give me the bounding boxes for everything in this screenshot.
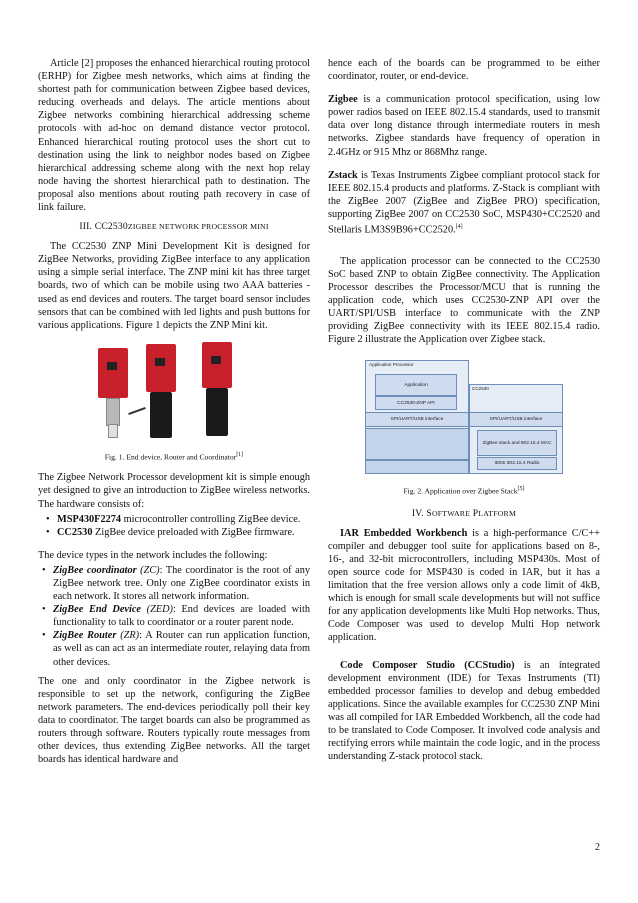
app-processor-label: Application Processor <box>369 362 414 368</box>
paragraph-iar: IAR Embedded Workbench is a high-performance C/C++ compiler and debugger tool suite for applications based on 8-, 16-, and 32-bit microcontrollers, including MSP430s. Most of open source code for MSP430 is coded in IAR, but it has a limitation that the free version allows only a code limit of 4kB, which is enough for small scale developments but will not suffice for any application developments like Multi Hop networks. Thus, Code Composer was used to develop Multi Hop network application. <box>328 527 600 644</box>
left-radio-block <box>365 460 469 474</box>
cc2530-label: CC2530 <box>472 386 489 392</box>
right-column <box>328 57 600 763</box>
figure-1-znp-boards <box>84 340 264 448</box>
paragraph-erhp: Article [2] proposes the enhanced hierarchical routing protocol (ERHP) for Zigbee mesh networks, which aims at finding the shortest path for communication between Zigbee based devices, reducing overheads and delays. The article mentions about Zigbee networks combining hierarchical addressing scheme protocols with ad-hoc on demand distance vector protocol. Enhanced hierarchical routing protocol uses the short cut to destination using the link to neighbor nodes based on Zigbee hierarchical addressing scheme along with the next hop relay node having the shortest hierarchical path to destination. The proposal also mentions about routing path recovery in case of link failure. <box>38 58 310 214</box>
page-number: 2 <box>595 842 600 853</box>
list-item: • ZigBee Router (ZR): A Router can run application function, as well as can act as an intermediate router, relaying data from other devices. <box>38 629 310 668</box>
section-heading-4: IV. SOFTWARE PLATFORM <box>411 507 517 519</box>
paragraph-znp-kit: The CC2530 ZNP Mini Development Kit is designed for ZigBee Networks, providing ZigBee interface to any application using a simple serial interface. The ZNP mini kit has three target boards, two of which can be mobile using two AAA batteries - used as end devices and routers. The target board sensor includes sensors that can be combined with led lights and push buttons for various applications. Figure 1 depicts the ZNP Mini kit. <box>38 241 310 331</box>
radio-box: IEEE 802.15.4 Radio <box>477 457 557 470</box>
paragraph-zigbee: Zigbee is a communication protocol specification, using low power radios based on IEEE 802.15.4 standards, used to transmit data over long distance through intermediate routers in mesh networks. Zigbee standards have frequency of operation in 2.4GHz or 915 Mhz or 868Mhz range. <box>328 94 600 158</box>
list-item: • MSP430F2274 microcontroller controlling ZigBee device. <box>42 513 310 526</box>
figure-2-zigbee-stack-diagram <box>359 354 569 482</box>
device-type-list <box>38 564 310 669</box>
zigbee-stack-box: ZigBee stack and 802.15.4 MAC <box>477 430 557 456</box>
figure-2-caption: Fig. 2. Application over Zigbee Stack[5] <box>403 486 525 496</box>
list-item: • ZigBee coordinator (ZC): The coordinator is the root of any ZigBee network tree. Only one ZigBee coordinator exists in each network. It stores all network information. <box>38 564 310 603</box>
spi-interface-right-box: SPI/UART/USB interface <box>469 412 563 427</box>
list-item: • CC2530 ZigBee device preloaded with ZigBee firmware. <box>42 526 310 539</box>
paragraph-ccs: Code Composer Studio (CCStudio) is an integrated development environment (IDE) for Texas Instruments (TI) embedded processor families to develop and debug embedded applications. Since the available examples for CC2530 ZNP Mini was all compiled for IAR Embedded Workbench, all the code had to be translated to Code Composer. It involved code analysis and rectifying errors while maintain the code logic, and in the process understanding Z-stack protocol stack. <box>328 659 600 763</box>
paragraph-hardware-intro: The Zigbee Network Processor development kit is simple enough yet designed to give an introduction to ZigBee wireless networks. The hardware consists of: <box>38 472 310 510</box>
section-heading-3: III. CC2530ZIGBEE NETWORK PROCESSOR MINI <box>79 221 269 233</box>
paragraph-app-processor: The application processor can be connected to the CC2530 SoC based ZNP to obtain ZigBee connectivity. The Application Processor describes the Processor/MCU that is running the application code, which uses CC2530-ZNP API over the UART/SPI/USB interface to communicate with the ZNP providing ZigBee connectivity with its IEEE 802.15.4 radio. Figure 2 illustrate the Application over Zigbee stack. <box>328 255 600 346</box>
paragraph-zstack: Zstack is Texas Instruments Zigbee compliant protocol stack for IEEE 802.15.4 products and platforms. Z-Stack is compliant with the ZigBee 2007 (ZigBee and ZigBee PRO) specification, supporting ZigBee 2007 on CC2530 SoC, MSP430+CC2520 and Stellaris LM3S9B96+CC2520.[4] <box>328 169 600 236</box>
paragraph-device-types: The device types in the network includes the following: <box>38 549 268 561</box>
znp-api-box: CC2530-ZNP API <box>375 396 457 410</box>
paragraph-continued: hence each of the boards can be programmed to be either coordinator, router, or end-device. <box>328 58 600 83</box>
application-box: Application <box>375 374 457 396</box>
figure-1-caption: Fig. 1. End device, Router and Coordinator[1] <box>104 451 244 462</box>
spi-interface-left-box: SPI/UART/USB interface <box>365 412 469 427</box>
paragraph-coordinator: The one and only coordinator in the Zigbee network is responsible to set up the network, configuring the ZigBee network parameters. The end-devices periodically poll their key data to coordinator. The target boards can also be programmed as routers through software. Routers typically route messages from other devices, thus extending ZigBee networks. All the target boards has identical hardware and <box>38 675 310 766</box>
left-column <box>38 57 310 766</box>
hardware-list <box>42 513 310 539</box>
left-stack-block <box>365 428 469 460</box>
list-item: • ZigBee End Device (ZED): End devices are loaded with functionality to talk to coordinator or a router parent node. <box>38 603 310 629</box>
